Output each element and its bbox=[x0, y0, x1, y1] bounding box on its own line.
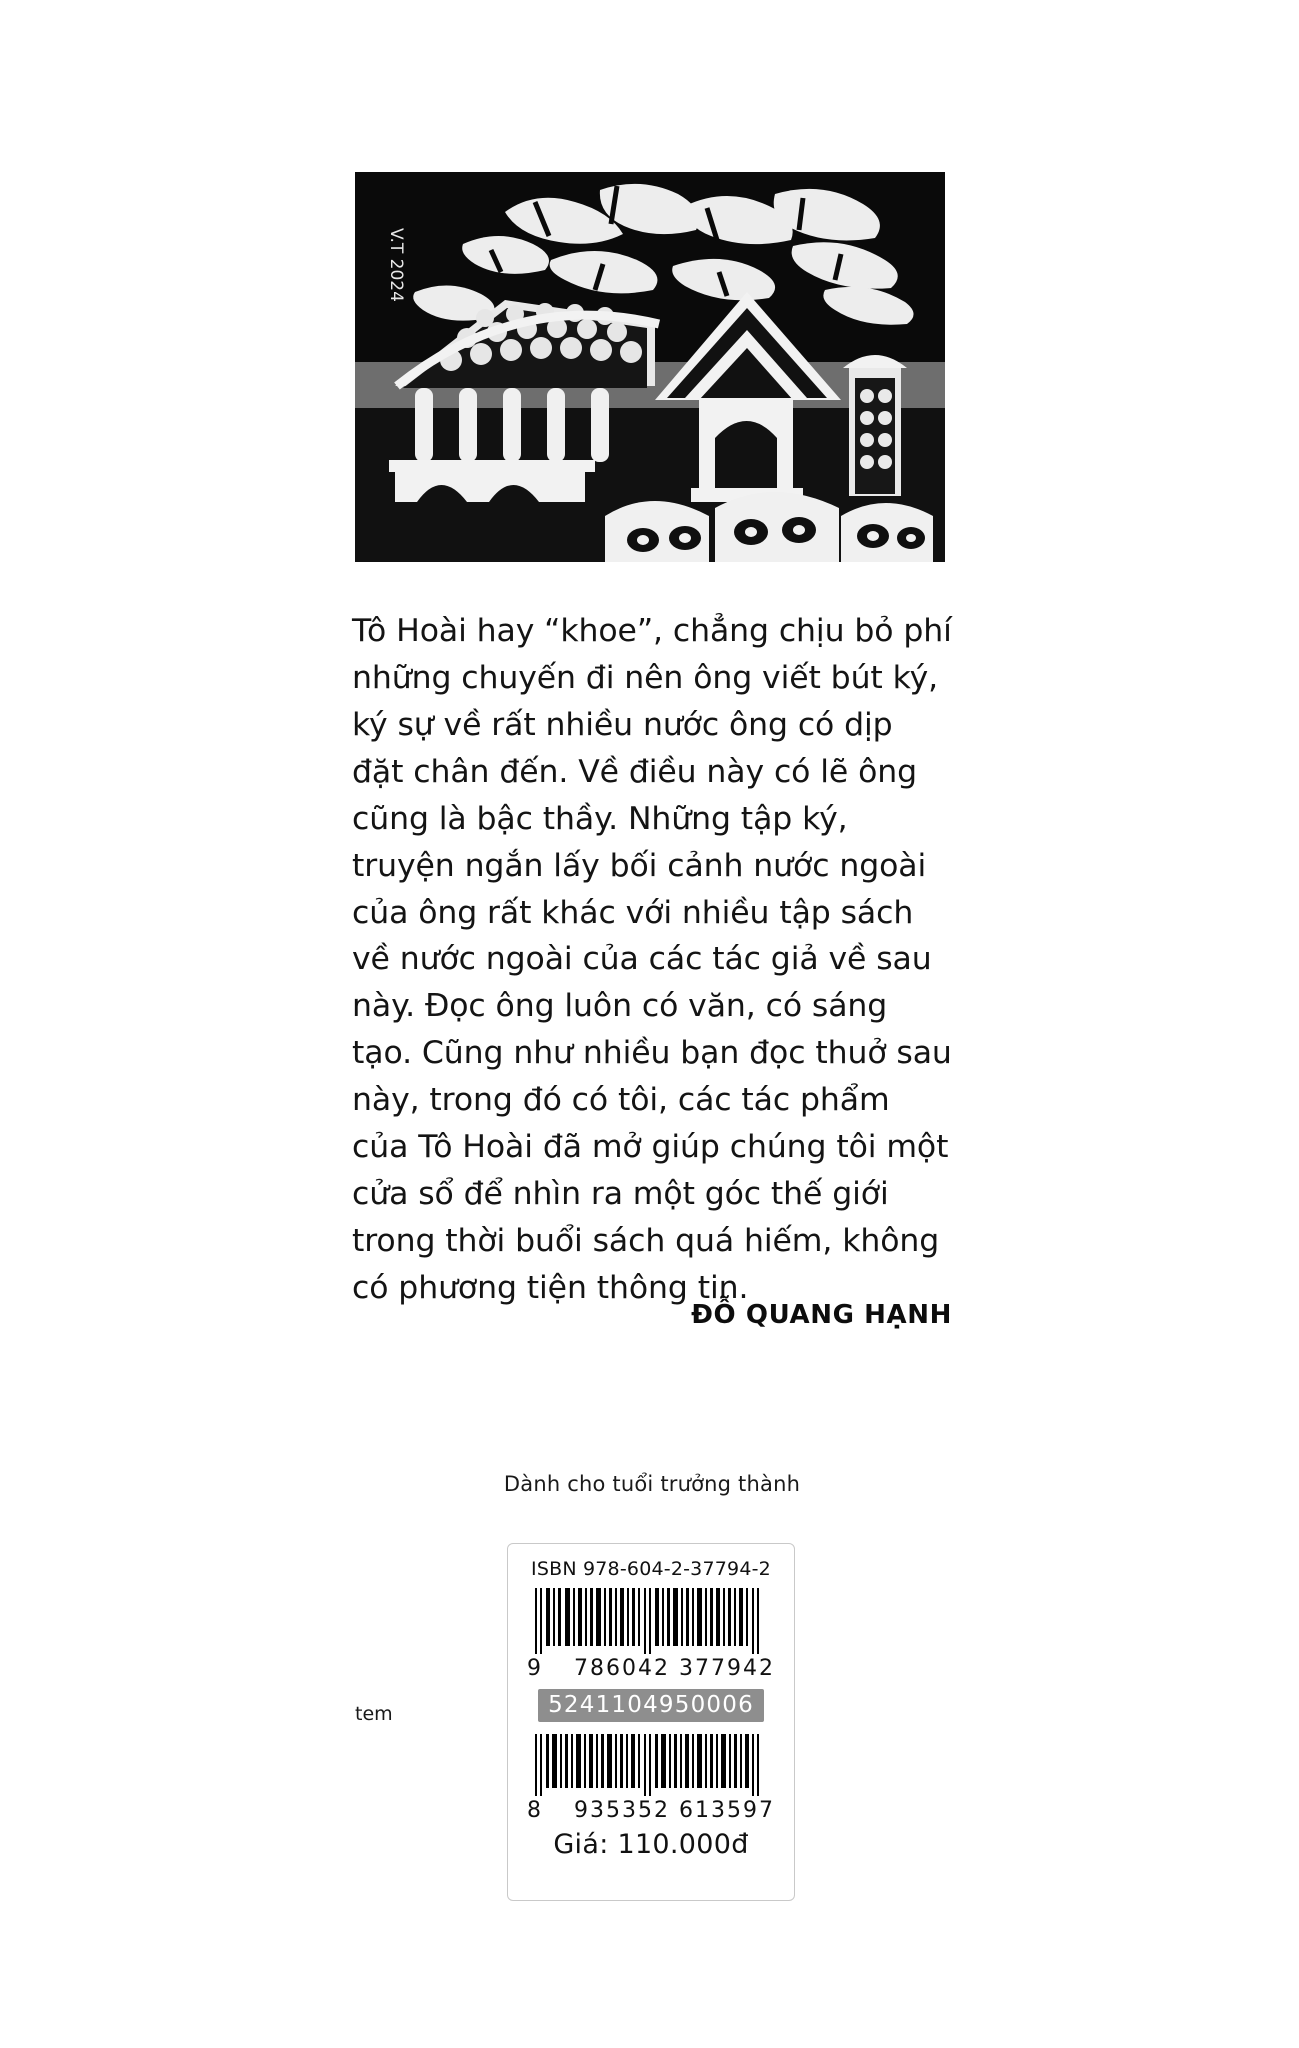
ean13-barcode-bottom bbox=[531, 1734, 771, 1796]
ean13-lead-digit-bottom: 8 bbox=[527, 1798, 543, 1823]
cover-illustration bbox=[355, 172, 945, 562]
ean13-digits-top bbox=[527, 1656, 775, 1681]
artist-signature: V.T 2024 bbox=[386, 228, 406, 302]
ean13-barcode-top bbox=[531, 1588, 771, 1654]
isbn-label: ISBN 978-604-2-37794-2 bbox=[531, 1558, 771, 1580]
audience-note: Dành cho tuổi trưởng thành bbox=[503, 1472, 801, 1496]
stamp-placeholder-label: tem bbox=[355, 1703, 393, 1725]
ean13-lead-digit-top: 9 bbox=[527, 1656, 543, 1681]
ean13-digits-bottom bbox=[527, 1798, 775, 1823]
ean13-main-digits-top: 786042 377942 bbox=[574, 1656, 775, 1681]
ean13-main-digits-bottom: 935352 613597 bbox=[574, 1798, 775, 1823]
price-label: Giá: 110.000đ bbox=[553, 1829, 749, 1860]
blurb-attribution: ĐỖ QUANG HẠNH bbox=[691, 1300, 952, 1330]
inner-registration-code: 5241104950006 bbox=[538, 1689, 764, 1722]
back-cover-blurb: Tô Hoài hay “khoe”, chẳng chịu bỏ phí những chuyến đi nên ông viết bút ký, ký sự về rất nhiều nước ông có dịp đặt chân đến. Về điều này có lẽ ông cũng là bậc thầy. Những tập ký, truyện ngắn lấy bối cảnh nước ngoài của ông rất khác với nhiều tập sách về nước ngoài của các tác giả về sau này. Đọc ông luôn có văn, có sáng tạo. Cũng như nhiều bạn đọc thuở sau này, trong đó có tôi, các tác phẩm của Tô Hoài đã mở giúp chúng tôi một cửa sổ để nhìn ra một góc thế giới trong thời buổi sách quá hiếm, không có phương tiện thông tin. bbox=[352, 613, 962, 1306]
barcode-panel bbox=[507, 1543, 795, 1901]
village-temple-artwork-svg bbox=[355, 172, 945, 562]
